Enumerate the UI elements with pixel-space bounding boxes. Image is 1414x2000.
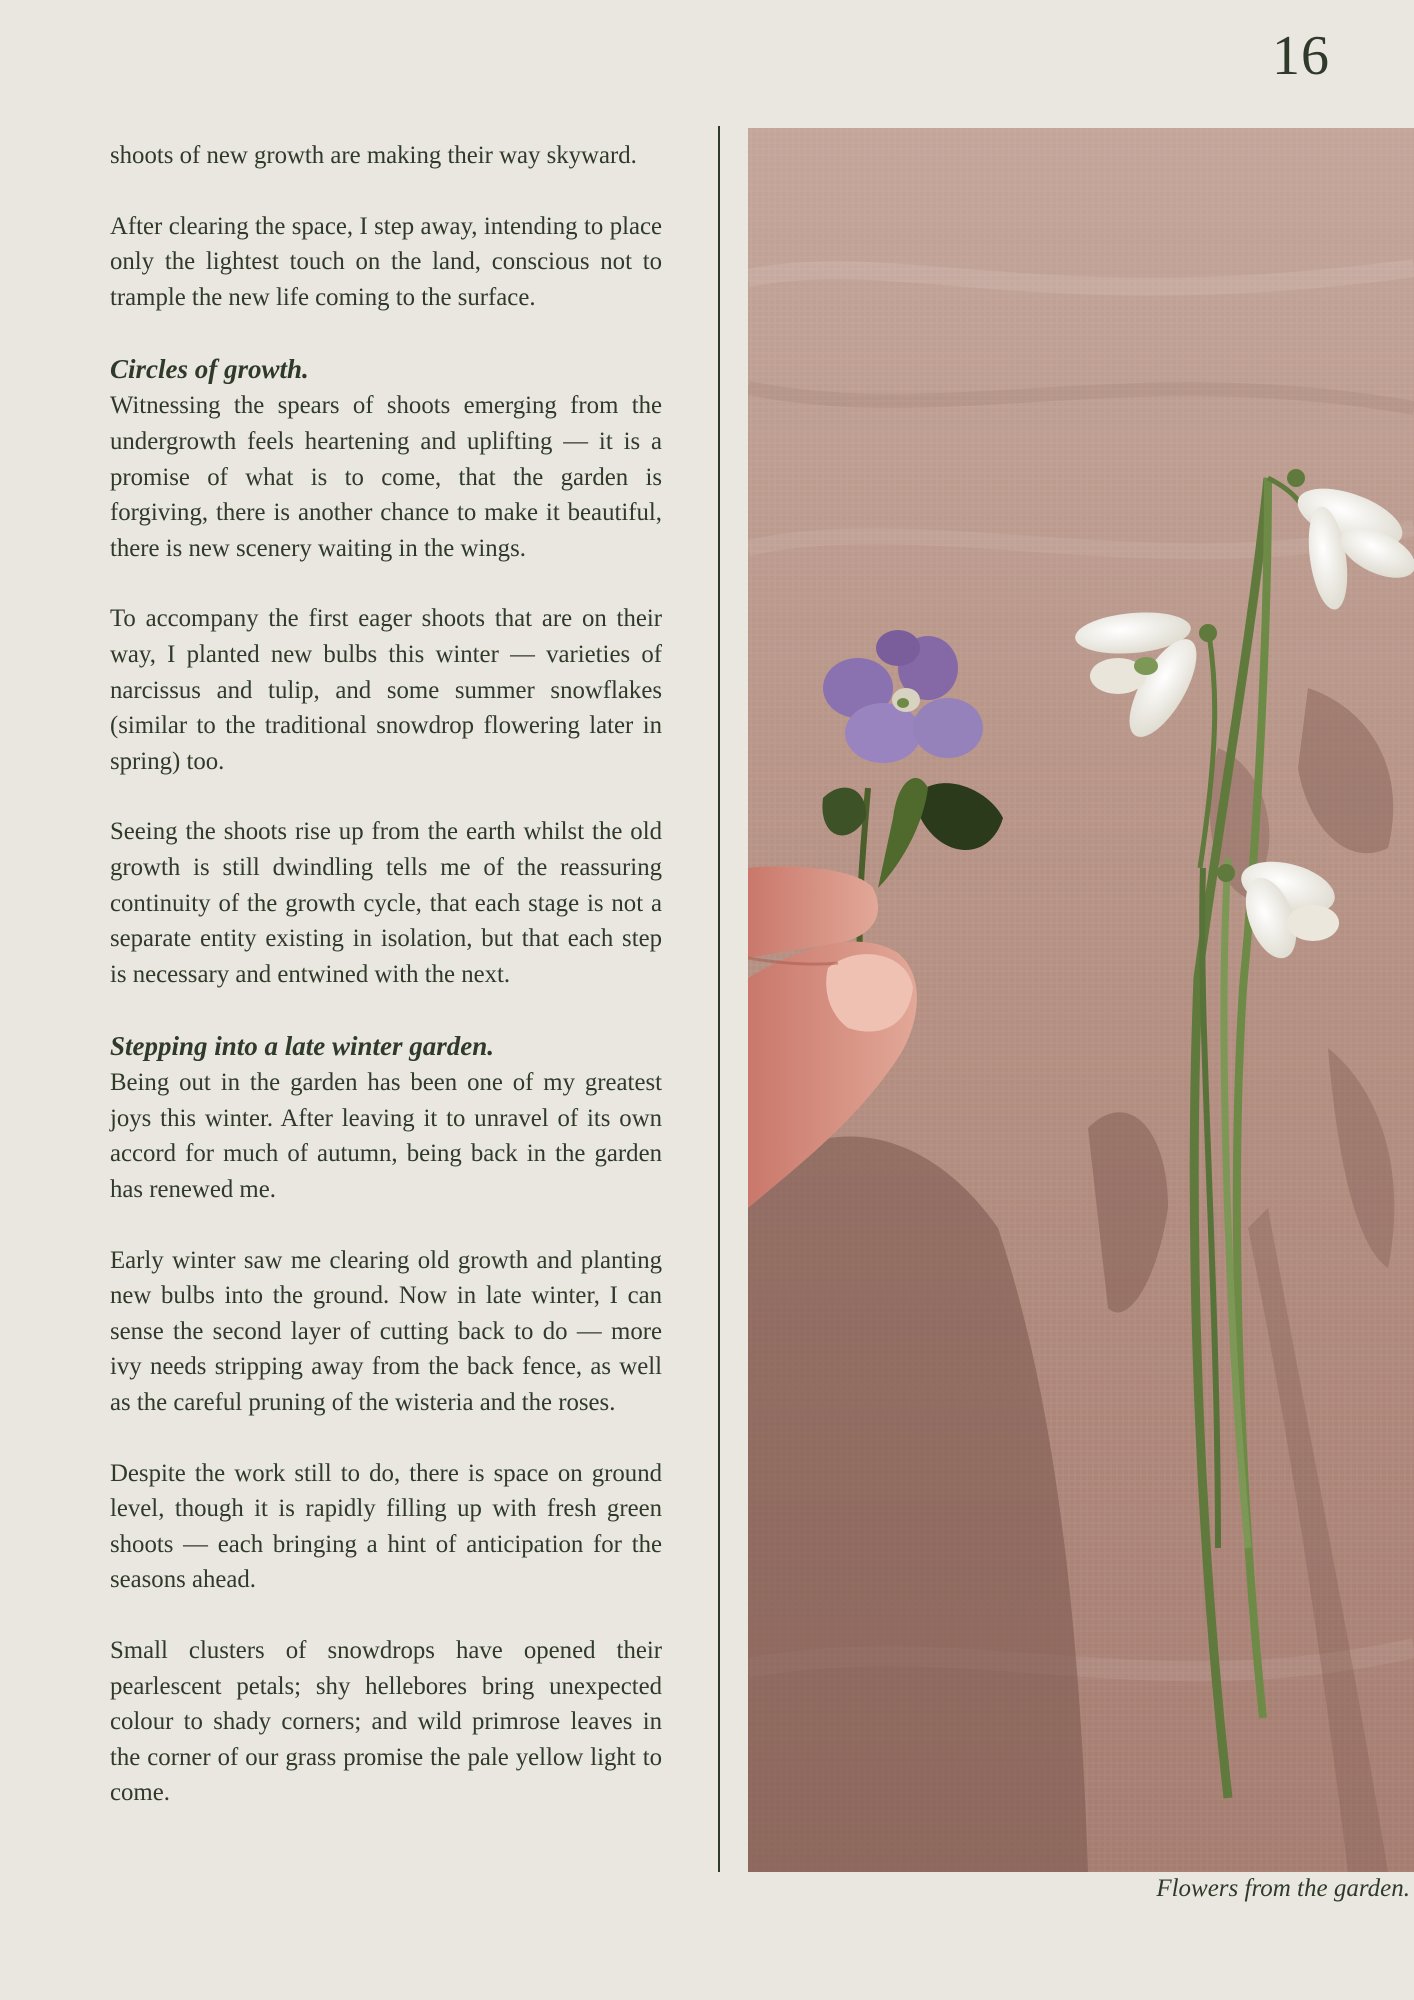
- paragraph: After clearing the space, I step away, intending to place only the lightest touch on the land, conscious not to trample the new life coming to the surface.: [110, 212, 662, 311]
- paragraph: shoots of new growth are making their way skyward.: [110, 142, 637, 169]
- page-number: 16: [1272, 25, 1330, 87]
- paragraph: Being out in the garden has been one of my greatest joys this winter. After leaving it to unravel of its own accord for much of autumn, being back in the garden has renewed me.: [110, 1069, 662, 1204]
- column-divider: [718, 126, 720, 1872]
- paragraph: Witnessing the spears of shoots emerging from the undergrowth feels heartening and uplifting — it is a promise of what is to come, that the garden is forgiving, there is another chance to make it beautiful, there is new scenery waiting in the wings.: [110, 392, 662, 562]
- article-text-column: [110, 138, 662, 1846]
- flower-photo: [748, 128, 1414, 1872]
- paragraph: To accompany the first eager shoots that are on their way, I planted new bulbs this winter — varieties of narcissus and tulip, and some summer snowflakes (similar to the traditional snowdrop flowering later in spring) too.: [110, 605, 662, 775]
- photo-caption: Flowers from the garden.: [1156, 1875, 1410, 1902]
- paragraph: Seeing the shoots rise up from the earth whilst the old growth is still dwindling tells me of the reassuring continuity of the growth cycle, that each stage is not a separate entity existing in isolation, but that each step is necessary and entwined with the next.: [110, 818, 662, 988]
- section-heading: Stepping into a late winter garden.: [110, 1031, 495, 1062]
- paragraph: Early winter saw me clearing old growth and planting new bulbs into the ground. Now in late winter, I can sense the second layer of cutting back to do — more ivy needs stripping away from the back fence, as well as the careful pruning of the wisteria and the roses.: [110, 1246, 662, 1417]
- section-heading: Circles of growth.: [110, 354, 309, 385]
- paragraph: Despite the work still to do, there is space on ground level, though it is rapidly filling up with fresh green shoots — each bringing a hint of anticipation for the seasons ahead.: [110, 1459, 662, 1594]
- paragraph: Small clusters of snowdrops have opened their pearlescent petals; shy hellebores bring unexpected colour to shady corners; and wild primrose leaves in the corner of our grass promise the pale yellow light to come.: [110, 1637, 662, 1807]
